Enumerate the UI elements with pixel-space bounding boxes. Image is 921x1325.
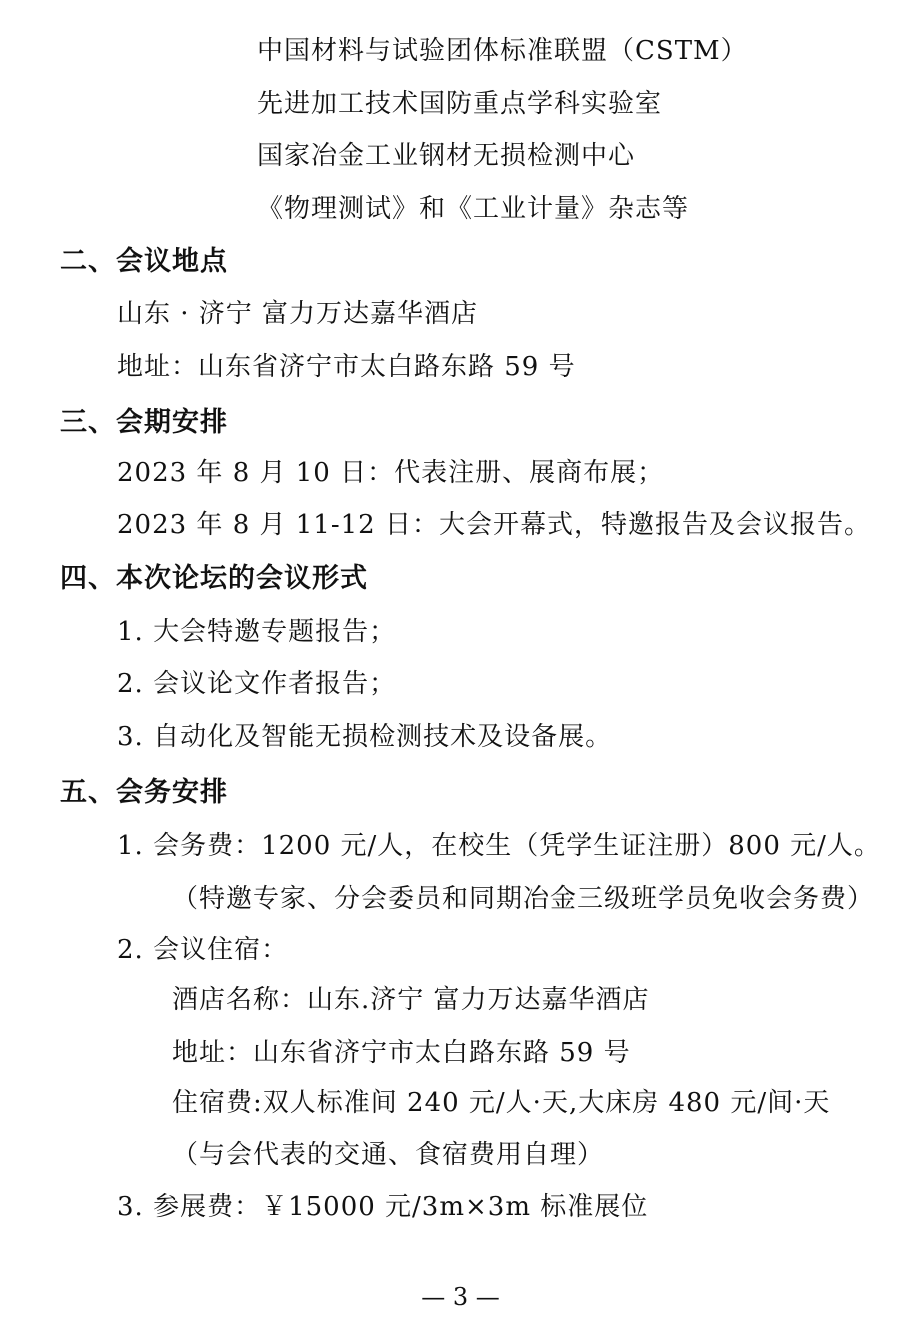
- lodging-title: 2. 会议住宿：: [117, 935, 289, 965]
- venue-name: 山东 · 济宁 富力万达嘉华酒店: [117, 299, 479, 329]
- section-heading-arrangements: 五、会务安排: [60, 777, 228, 808]
- section-heading-venue: 二、会议地点: [60, 246, 228, 277]
- format-item: 1. 大会特邀专题报告；: [117, 617, 397, 647]
- format-item: 3. 自动化及智能无损检测技术及设备展。: [117, 722, 613, 752]
- lodging-note: （与会代表的交通、食宿费用自理）: [172, 1140, 605, 1170]
- section-heading-schedule: 三、会期安排: [60, 407, 228, 438]
- organizer-line: 中国材料与试验团体标准联盟（CSTM）: [257, 36, 748, 66]
- schedule-item: 2023 年 8 月 11-12 日：大会开幕式，特邀报告及会议报告。: [117, 510, 871, 540]
- organizer-line: 国家冶金工业钢材无损检测中心: [257, 141, 636, 171]
- lodging-fee: 住宿费:双人标准间 240 元/人·天,大床房 480 元/间·天: [172, 1088, 831, 1118]
- format-item: 2. 会议论文作者报告；: [117, 669, 397, 699]
- organizer-line: 《物理测试》和《工业计量》杂志等: [257, 194, 690, 224]
- venue-address: 地址：山东省济宁市太白路东路 59 号: [117, 352, 576, 382]
- organizer-line: 先进加工技术国防重点学科实验室: [257, 89, 663, 119]
- conference-fee-note: （特邀专家、分会委员和同期冶金三级班学员免收会务费）: [172, 884, 875, 914]
- schedule-item: 2023 年 8 月 10 日：代表注册、展商布展；: [117, 458, 665, 488]
- conference-fee: 1. 会务费：1200 元/人，在校生（凭学生证注册）800 元/人。: [117, 831, 881, 861]
- section-heading-format: 四、本次论坛的会议形式: [60, 563, 368, 594]
- exhibit-fee: 3. 参展费：￥15000 元/3m×3m 标准展位: [117, 1192, 649, 1222]
- hotel-name: 酒店名称：山东.济宁 富力万达嘉华酒店: [172, 985, 650, 1015]
- hotel-address: 地址：山东省济宁市太白路东路 59 号: [172, 1038, 631, 1068]
- page-number: — 3 —: [421, 1283, 500, 1311]
